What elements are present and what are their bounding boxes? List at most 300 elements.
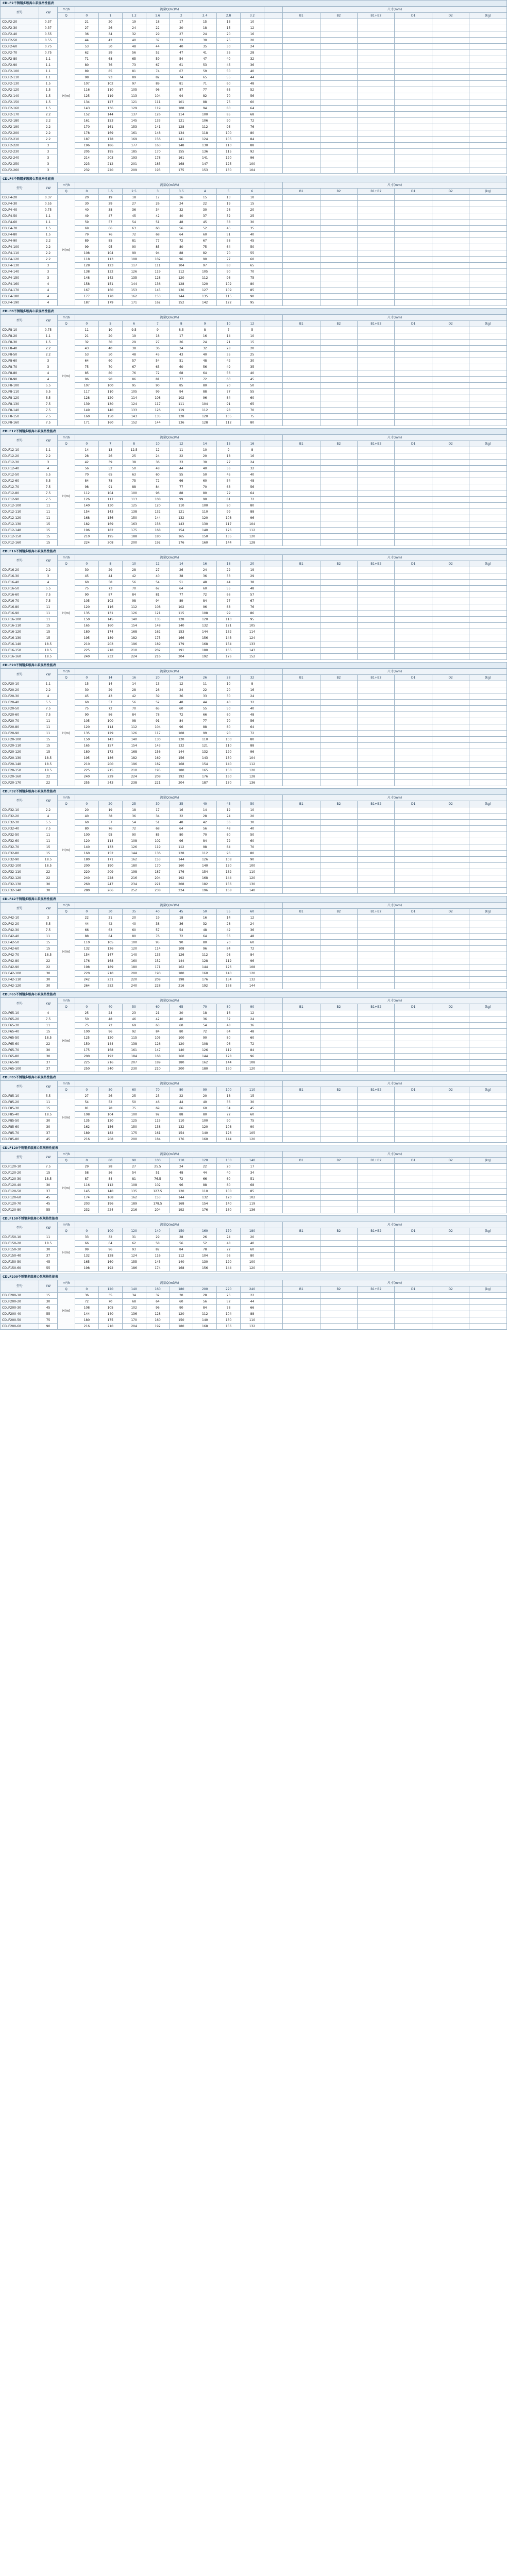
power-cell: 3 (39, 364, 57, 370)
power-cell: 11 (39, 724, 57, 731)
col-unit-header: m³/h (58, 1280, 75, 1286)
dim-cell (283, 1195, 320, 1201)
dim-col-label: D1 (395, 675, 432, 681)
dim-cell (432, 1118, 469, 1124)
dim-cell (320, 641, 357, 648)
model-cell: CDLF12-60 (1, 478, 39, 484)
col-flow-header: 流量Q(m3/h) (75, 998, 264, 1004)
head-value-cell: 120 (241, 1066, 264, 1072)
dim-col-label: B2 (320, 1004, 357, 1010)
head-value-cell: 160 (122, 958, 146, 964)
head-value-cell: 54 (193, 1023, 217, 1029)
head-value-cell: 40 (217, 1170, 241, 1176)
table-row (1, 814, 507, 820)
dim-cell (432, 250, 469, 257)
head-value-cell: 70 (241, 408, 264, 414)
dim-cell (432, 875, 469, 882)
dim-cell (283, 118, 320, 124)
col-dims-header: 尺寸(mm) (283, 1081, 507, 1087)
head-value-cell: 48 (193, 580, 217, 586)
table-row (1, 807, 507, 814)
power-cell: 15 (39, 629, 57, 635)
head-value-cell: 93 (122, 1247, 146, 1253)
dim-cell (283, 112, 320, 118)
power-cell: 3 (39, 143, 57, 149)
head-value-cell: 64 (146, 1299, 170, 1305)
dim-cell (469, 466, 507, 472)
head-value-cell: 100 (241, 1259, 264, 1265)
head-value-cell: 210 (122, 768, 146, 774)
flow-value: 6 (241, 189, 264, 195)
head-value-cell: 150 (98, 414, 122, 420)
head-value-cell: 158 (75, 281, 98, 287)
head-value-cell: 118 (75, 257, 98, 263)
flow-value: 8 (98, 561, 122, 567)
head-value-cell: 170 (98, 294, 122, 300)
flow-value: 20 (98, 801, 122, 807)
dim-cell (283, 654, 320, 660)
dim-cell (320, 869, 357, 875)
dim-cell (395, 814, 432, 820)
dim-cell (469, 1324, 507, 1330)
dim-cell (395, 478, 432, 484)
model-cell: CDLF4-150 (1, 275, 39, 281)
dim-cell (469, 112, 507, 118)
dim-cell (432, 580, 469, 586)
blank-cell (264, 617, 282, 623)
dim-cell (395, 882, 432, 888)
head-value-cell: 101 (170, 99, 193, 106)
head-value-cell: 54 (146, 580, 170, 586)
blank-cell (264, 300, 282, 306)
power-cell: 1.1 (39, 69, 57, 75)
dim-col-label: B1+B2 (358, 1004, 395, 1010)
dim-cell (469, 87, 507, 93)
model-cell: CDLF8-150 (1, 414, 39, 420)
head-value-cell: 140 (170, 1259, 193, 1265)
head-value-cell: 125 (75, 93, 98, 99)
head-value-cell: 80 (170, 1029, 193, 1035)
model-cell: CDLF12-30 (1, 460, 39, 466)
blank-cell (264, 586, 282, 592)
dim-cell (283, 56, 320, 62)
head-value-cell: 72 (241, 946, 264, 952)
dim-cell (283, 358, 320, 364)
head-value-cell: 26 (146, 687, 170, 693)
dim-cell (395, 869, 432, 875)
head-value-cell: 100 (170, 1035, 193, 1041)
head-value-cell: 77 (217, 389, 241, 395)
head-value-cell: 216 (122, 1207, 146, 1213)
dim-cell (283, 964, 320, 971)
model-cell: CDLF16-120 (1, 629, 39, 635)
head-value-cell: 115 (122, 1035, 146, 1041)
dim-cell (358, 1259, 395, 1265)
head-value-cell: 72 (122, 826, 146, 832)
dim-cell (395, 1016, 432, 1023)
head-value-cell: 180 (146, 534, 170, 540)
head-value-cell: 65 (122, 56, 146, 62)
flow-value: 16 (193, 561, 217, 567)
blank-cell (264, 287, 282, 294)
power-cell: 2.2 (39, 346, 57, 352)
head-value-cell: 55 (217, 586, 241, 592)
head-value-cell: 134 (75, 99, 98, 106)
head-value-cell: 192 (170, 875, 193, 882)
dim-cell (469, 75, 507, 81)
dim-cell (283, 497, 320, 503)
dim-cell (320, 820, 357, 826)
head-value-cell: 120 (170, 737, 193, 743)
dim-col-label: D2 (432, 1087, 469, 1093)
dim-cell (283, 617, 320, 623)
dim-cell (432, 888, 469, 894)
dim-cell (358, 124, 395, 130)
flow-value: 14 (170, 561, 193, 567)
dim-cell (320, 749, 357, 755)
head-value-cell: 70 (217, 93, 241, 99)
head-value-cell: 96 (193, 946, 217, 952)
table-row (1, 826, 507, 832)
head-value-cell: 136 (98, 106, 122, 112)
head-value-cell: 64 (193, 370, 217, 377)
head-value-cell: 51 (170, 358, 193, 364)
blank-cell (264, 389, 282, 395)
table-row (1, 167, 507, 174)
table-row (1, 934, 507, 940)
model-cell: CDLF8-140 (1, 408, 39, 414)
dim-cell (395, 844, 432, 851)
head-value-cell: 128 (75, 395, 98, 401)
dim-cell (432, 528, 469, 534)
flow-value: 4 (193, 189, 217, 195)
head-value-cell: 66 (75, 927, 98, 934)
dim-cell (432, 921, 469, 927)
dim-cell (469, 863, 507, 869)
table-row (1, 875, 507, 882)
dim-cell (469, 364, 507, 370)
dim-cell (469, 503, 507, 509)
dim-cell (283, 509, 320, 515)
dim-cell (395, 1010, 432, 1016)
model-cell: CDLF200-20 (1, 1299, 39, 1305)
flow-value: 90 (241, 1004, 264, 1010)
flow-value: 8 (122, 441, 146, 447)
table-title-text: CDLF32不锈钢多级离心泵规格性能表 (3, 790, 56, 793)
blank-cell (264, 143, 282, 149)
head-value-cell: 93 (98, 75, 122, 81)
head-value-cell: 39 (98, 460, 122, 466)
head-value-cell: 192 (98, 1265, 122, 1272)
dim-cell (358, 472, 395, 478)
head-value-cell: 84 (193, 1305, 217, 1311)
table-title-text: CDLF8不锈钢多级离心泵规格性能表 (3, 310, 54, 313)
power-cell: 3 (39, 358, 57, 364)
col-flow-header: 流量Q(m3/h) (75, 182, 264, 189)
head-value-cell: 104 (193, 401, 217, 408)
head-value-cell: 29 (146, 1234, 170, 1241)
head-value-cell: 126 (193, 857, 217, 863)
dim-cell (395, 580, 432, 586)
table-row (1, 534, 507, 540)
head-value-cell: 132 (193, 749, 217, 755)
head-value-cell: 66 (193, 1176, 217, 1182)
head-value-cell: 108 (217, 857, 241, 863)
col-power-header: kW (39, 903, 57, 915)
dim-cell (395, 641, 432, 648)
power-cell: 22 (39, 1041, 57, 1047)
head-value-cell: 195 (75, 635, 98, 641)
head-value-cell: 96 (193, 604, 217, 611)
flow-value: 130 (217, 1158, 241, 1164)
table-row (1, 87, 507, 93)
dim-cell (283, 1253, 320, 1259)
dim-cell (283, 383, 320, 389)
head-value-cell: 72 (217, 490, 241, 497)
head-value-cell: 62 (122, 1241, 146, 1247)
model-cell: CDLF16-70 (1, 598, 39, 604)
head-value-cell: 130 (146, 737, 170, 743)
head-value-cell: 50 (241, 383, 264, 389)
head-value-cell: 153 (146, 1195, 170, 1201)
head-value-cell: 126 (122, 731, 146, 737)
dim-cell (358, 1016, 395, 1023)
head-value-cell: 65 (193, 75, 217, 81)
blank-cell (264, 1234, 282, 1241)
dim-cell (395, 401, 432, 408)
blank-cell (264, 857, 282, 863)
dim-col-label: (kg) (469, 13, 507, 19)
dim-cell (358, 820, 395, 826)
dim-cell (358, 1324, 395, 1330)
head-unit-cell: H(m) (58, 1010, 75, 1072)
head-value-cell: 90 (193, 257, 217, 263)
head-value-cell: 123 (98, 263, 122, 269)
head-value-cell: 99 (122, 250, 146, 257)
dim-cell (432, 472, 469, 478)
head-value-cell: 60 (241, 257, 264, 263)
dim-cell (432, 1305, 469, 1311)
flow-value: 35 (170, 801, 193, 807)
flow-value: 28 (217, 675, 241, 681)
table-row (1, 1124, 507, 1130)
head-value-cell: 50 (98, 44, 122, 50)
dim-cell (432, 484, 469, 490)
dim-cell (283, 623, 320, 629)
dim-cell (469, 1137, 507, 1143)
table-row (1, 106, 507, 112)
head-value-cell: 36 (122, 814, 146, 820)
head-value-cell: 54 (217, 478, 241, 484)
dim-cell (395, 946, 432, 952)
blank-cell (264, 1029, 282, 1035)
head-value-cell: 19 (98, 807, 122, 814)
head-value-cell: 130 (193, 143, 217, 149)
header-row (1, 669, 507, 675)
blank-cell (264, 1259, 282, 1265)
dim-cell (320, 700, 357, 706)
head-value-cell: 54 (170, 56, 193, 62)
head-value-cell: 63 (98, 927, 122, 934)
blank-cell (264, 124, 282, 130)
head-value-cell: 154 (75, 952, 98, 958)
head-value-cell: 104 (146, 93, 170, 99)
power-cell: 30 (39, 1124, 57, 1130)
dim-cell (358, 1137, 395, 1143)
power-cell: 37 (39, 1060, 57, 1066)
power-cell: 3 (39, 269, 57, 275)
blank-cell (264, 1182, 282, 1189)
head-value-cell: 171 (98, 857, 122, 863)
model-cell: CDLF2-120 (1, 87, 39, 93)
table-row (1, 1247, 507, 1253)
head-value-cell: 138 (122, 1041, 146, 1047)
dim-cell (320, 25, 357, 31)
power-cell: 1.5 (39, 232, 57, 238)
head-value-cell: 234 (122, 882, 146, 888)
col-flow-header: 流量Q(m3/h) (75, 1151, 264, 1158)
pump-table-block (0, 1074, 507, 1143)
flow-value: 0 (75, 189, 98, 195)
head-value-cell: 76.5 (146, 1176, 170, 1182)
model-cell: CDLF2-170 (1, 112, 39, 118)
head-value-cell: 22 (241, 1293, 264, 1299)
head-value-cell: 112 (193, 851, 217, 857)
blank-cell (264, 56, 282, 62)
blank-cell (264, 1299, 282, 1305)
head-value-cell: 110 (170, 503, 193, 509)
head-value-cell: 130 (241, 882, 264, 888)
dim-cell (432, 1137, 469, 1143)
head-value-cell: 84 (193, 838, 217, 844)
flow-value: 1.5 (98, 189, 122, 195)
flow-value: 10 (217, 321, 241, 327)
dim-cell (358, 869, 395, 875)
model-cell: CDLF65-20 (1, 1016, 39, 1023)
power-cell: 1.1 (39, 219, 57, 226)
head-value-cell: 57 (241, 592, 264, 598)
head-value-cell: 119 (170, 408, 193, 414)
flow-value: 50 (98, 1087, 122, 1093)
head-value-cell: 118 (193, 130, 217, 137)
head-value-cell: 102 (170, 604, 193, 611)
dim-cell (469, 1016, 507, 1023)
table-row (1, 971, 507, 977)
head-value-cell: 57 (98, 820, 122, 826)
table-row (1, 641, 507, 648)
dim-cell (320, 592, 357, 598)
flow-value: 0 (75, 1228, 98, 1234)
dim-cell (358, 333, 395, 340)
dim-cell (358, 352, 395, 358)
table-row (1, 857, 507, 863)
dim-cell (395, 420, 432, 426)
blank-cell (264, 1016, 282, 1023)
power-cell: 1.1 (39, 681, 57, 687)
dim-cell (358, 1182, 395, 1189)
dim-col-label: D1 (395, 1087, 432, 1093)
head-value-cell: 126 (122, 611, 146, 617)
head-value-cell: 132 (241, 1324, 264, 1330)
dim-cell (283, 687, 320, 693)
dim-cell (320, 983, 357, 989)
head-value-cell: 210 (75, 534, 98, 540)
head-value-cell: 98 (217, 952, 241, 958)
head-value-cell: 116 (75, 87, 98, 93)
head-value-cell: 155 (170, 149, 193, 155)
table-row (1, 515, 507, 521)
dim-cell (469, 207, 507, 213)
dim-cell (432, 1130, 469, 1137)
table-row (1, 333, 507, 340)
header-row (1, 1280, 507, 1286)
dim-cell (432, 294, 469, 300)
power-cell: 18.5 (39, 641, 57, 648)
table-title (0, 1215, 507, 1222)
head-value-cell: 128 (170, 851, 193, 857)
flow-value: 240 (241, 1286, 264, 1293)
flow-value: 45 (217, 801, 241, 807)
dim-cell (358, 93, 395, 99)
dim-cell (283, 724, 320, 731)
head-value-cell: 114 (170, 112, 193, 118)
head-value-cell: 70 (241, 844, 264, 851)
head-value-cell: 126 (122, 269, 146, 275)
dim-cell (283, 971, 320, 977)
head-value-cell: 30 (241, 820, 264, 826)
power-cell: 2.2 (39, 137, 57, 143)
table-row (1, 586, 507, 592)
flow-value: 65 (170, 1004, 193, 1010)
dim-cell (283, 838, 320, 844)
dim-cell (358, 1066, 395, 1072)
head-value-cell: 32 (170, 207, 193, 213)
head-value-cell: 70 (98, 1299, 122, 1305)
dim-cell (358, 167, 395, 174)
head-value-cell: 24 (146, 453, 170, 460)
header-row (1, 189, 507, 195)
col-power-header: kW (39, 315, 57, 327)
dim-cell (358, 1299, 395, 1305)
blank-cell (264, 1093, 282, 1099)
head-value-cell: 68 (98, 56, 122, 62)
dim-cell (469, 952, 507, 958)
dim-cell (320, 1311, 357, 1317)
col-dims-header: 尺寸(mm) (283, 669, 507, 675)
head-value-cell: 150 (122, 1124, 146, 1130)
head-value-cell: 163 (122, 521, 146, 528)
model-cell: CDLF12-20 (1, 453, 39, 460)
head-value-cell: 133 (146, 118, 170, 124)
model-cell: CDLF120-30 (1, 1176, 39, 1182)
dim-cell (358, 346, 395, 352)
head-value-cell: 36 (241, 62, 264, 69)
dim-cell (358, 106, 395, 112)
dim-cell (283, 1189, 320, 1195)
dim-cell (432, 780, 469, 786)
dim-cell (320, 401, 357, 408)
power-cell: 15 (39, 623, 57, 629)
dim-cell (395, 201, 432, 207)
dim-cell (358, 383, 395, 389)
dim-cell (469, 1124, 507, 1130)
head-value-cell: 72 (170, 1176, 193, 1182)
head-value-cell: 113 (122, 93, 146, 99)
head-value-cell: 144 (170, 1195, 193, 1201)
dim-cell (432, 1016, 469, 1023)
head-value-cell: 132 (217, 629, 241, 635)
head-value-cell: 204 (122, 1324, 146, 1330)
